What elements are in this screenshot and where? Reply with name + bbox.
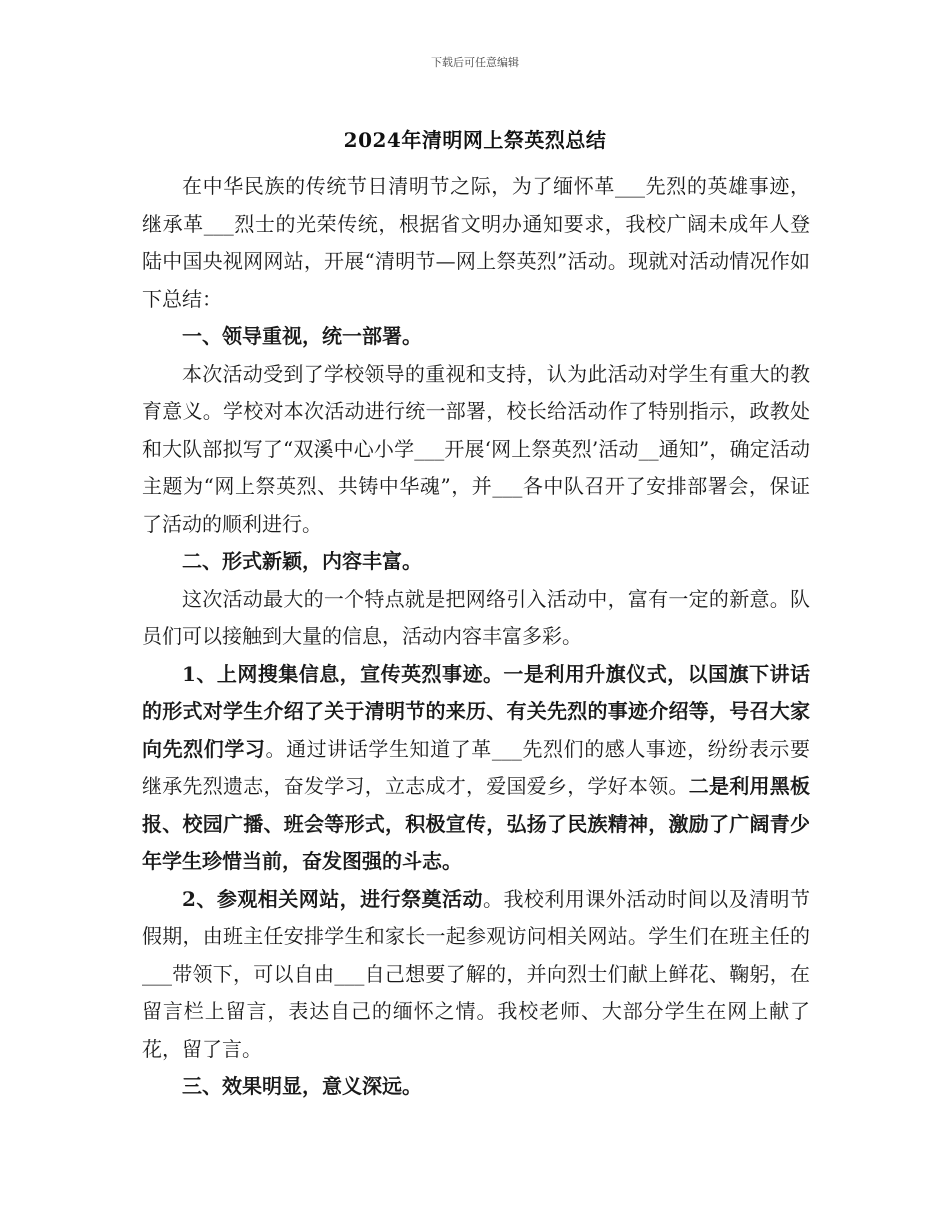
section-1-heading: 一、领导重视，统一部署。 xyxy=(182,324,422,348)
section-2-paragraph: 这次活动最大的一个特点就是把网络引入活动中，富有一定的新意。队员们可以接触到大量的信息，活动内容丰富多彩。 xyxy=(142,586,810,648)
item-1-bold-tail: 二是利用黑板报、校园广播、班会等形式，积极宣传，弘扬了民族精神，激励了广阔青少年学生珍惜当前，奋发图强的斗志。 xyxy=(142,774,810,873)
item-1-paragraph xyxy=(142,656,810,881)
item-2-paragraph xyxy=(142,881,810,1069)
item-2-bold-lead: 2、参观相关网站，进行祭奠活动 xyxy=(182,886,483,911)
header-note: 下载后可任意编辑 xyxy=(431,56,519,69)
item-1-text: 。通过讲话学生知道了革___先烈们的感人事迹，纷纷表示要继承先烈遗志，奋发学习，立志成才，爱国爱乡，学好本领。 xyxy=(142,736,811,798)
intro-paragraph: 在中华民族的传统节日清明节之际，为了缅怀革___先烈的英雄事迹，继承革___烈士的光荣传统，根据省文明办通知要求，我校广阔未成年人登陆中国央视网网站，开展“清明节—网上祭英烈”活动。现就对活动情况作如下总结： xyxy=(142,174,810,311)
document-body xyxy=(142,168,810,1106)
document-title: 2024年清明网上祭英烈总结 xyxy=(343,128,607,152)
section-1-paragraph: 本次活动受到了学校领导的重视和支持，认为此活动对学生有重大的教育意义。学校对本次活动进行统一部署，校长给活动作了特别指示，政教处和大队部拟写了“双溪中心小学___开展‘网上祭英烈’活动__通知”，确定活动主题为“网上祭英烈、共铸中华魂”，并___各中队召开了安排部署会，保证了活动的顺利进行。 xyxy=(142,361,810,536)
section-3-heading: 三、效果明显，意义深远。 xyxy=(182,1074,422,1098)
item-2-text: 。我校利用课外活动时间以及清明节假期，由班主任安排学生和家长一起参观访问相关网站。学生们在班主任的___带领下，可以自由___自己想要了解的，并向烈士们献上鲜花、鞠躬，在留言栏上留言，表达自己的缅怀之情。我校老师、大部分学生在网上献了花，留了言。 xyxy=(142,886,811,1061)
section-2-heading: 二、形式新颖，内容丰富。 xyxy=(182,549,422,573)
item-1-bold-lead: 1、上网搜集信息，宣传英烈事迹。一是利用升旗仪式，以国旗下讲话的形式对学生介绍了关于清明节的来历、有关先烈的事迹介绍等，号召大家向先烈们学习 xyxy=(142,661,810,761)
